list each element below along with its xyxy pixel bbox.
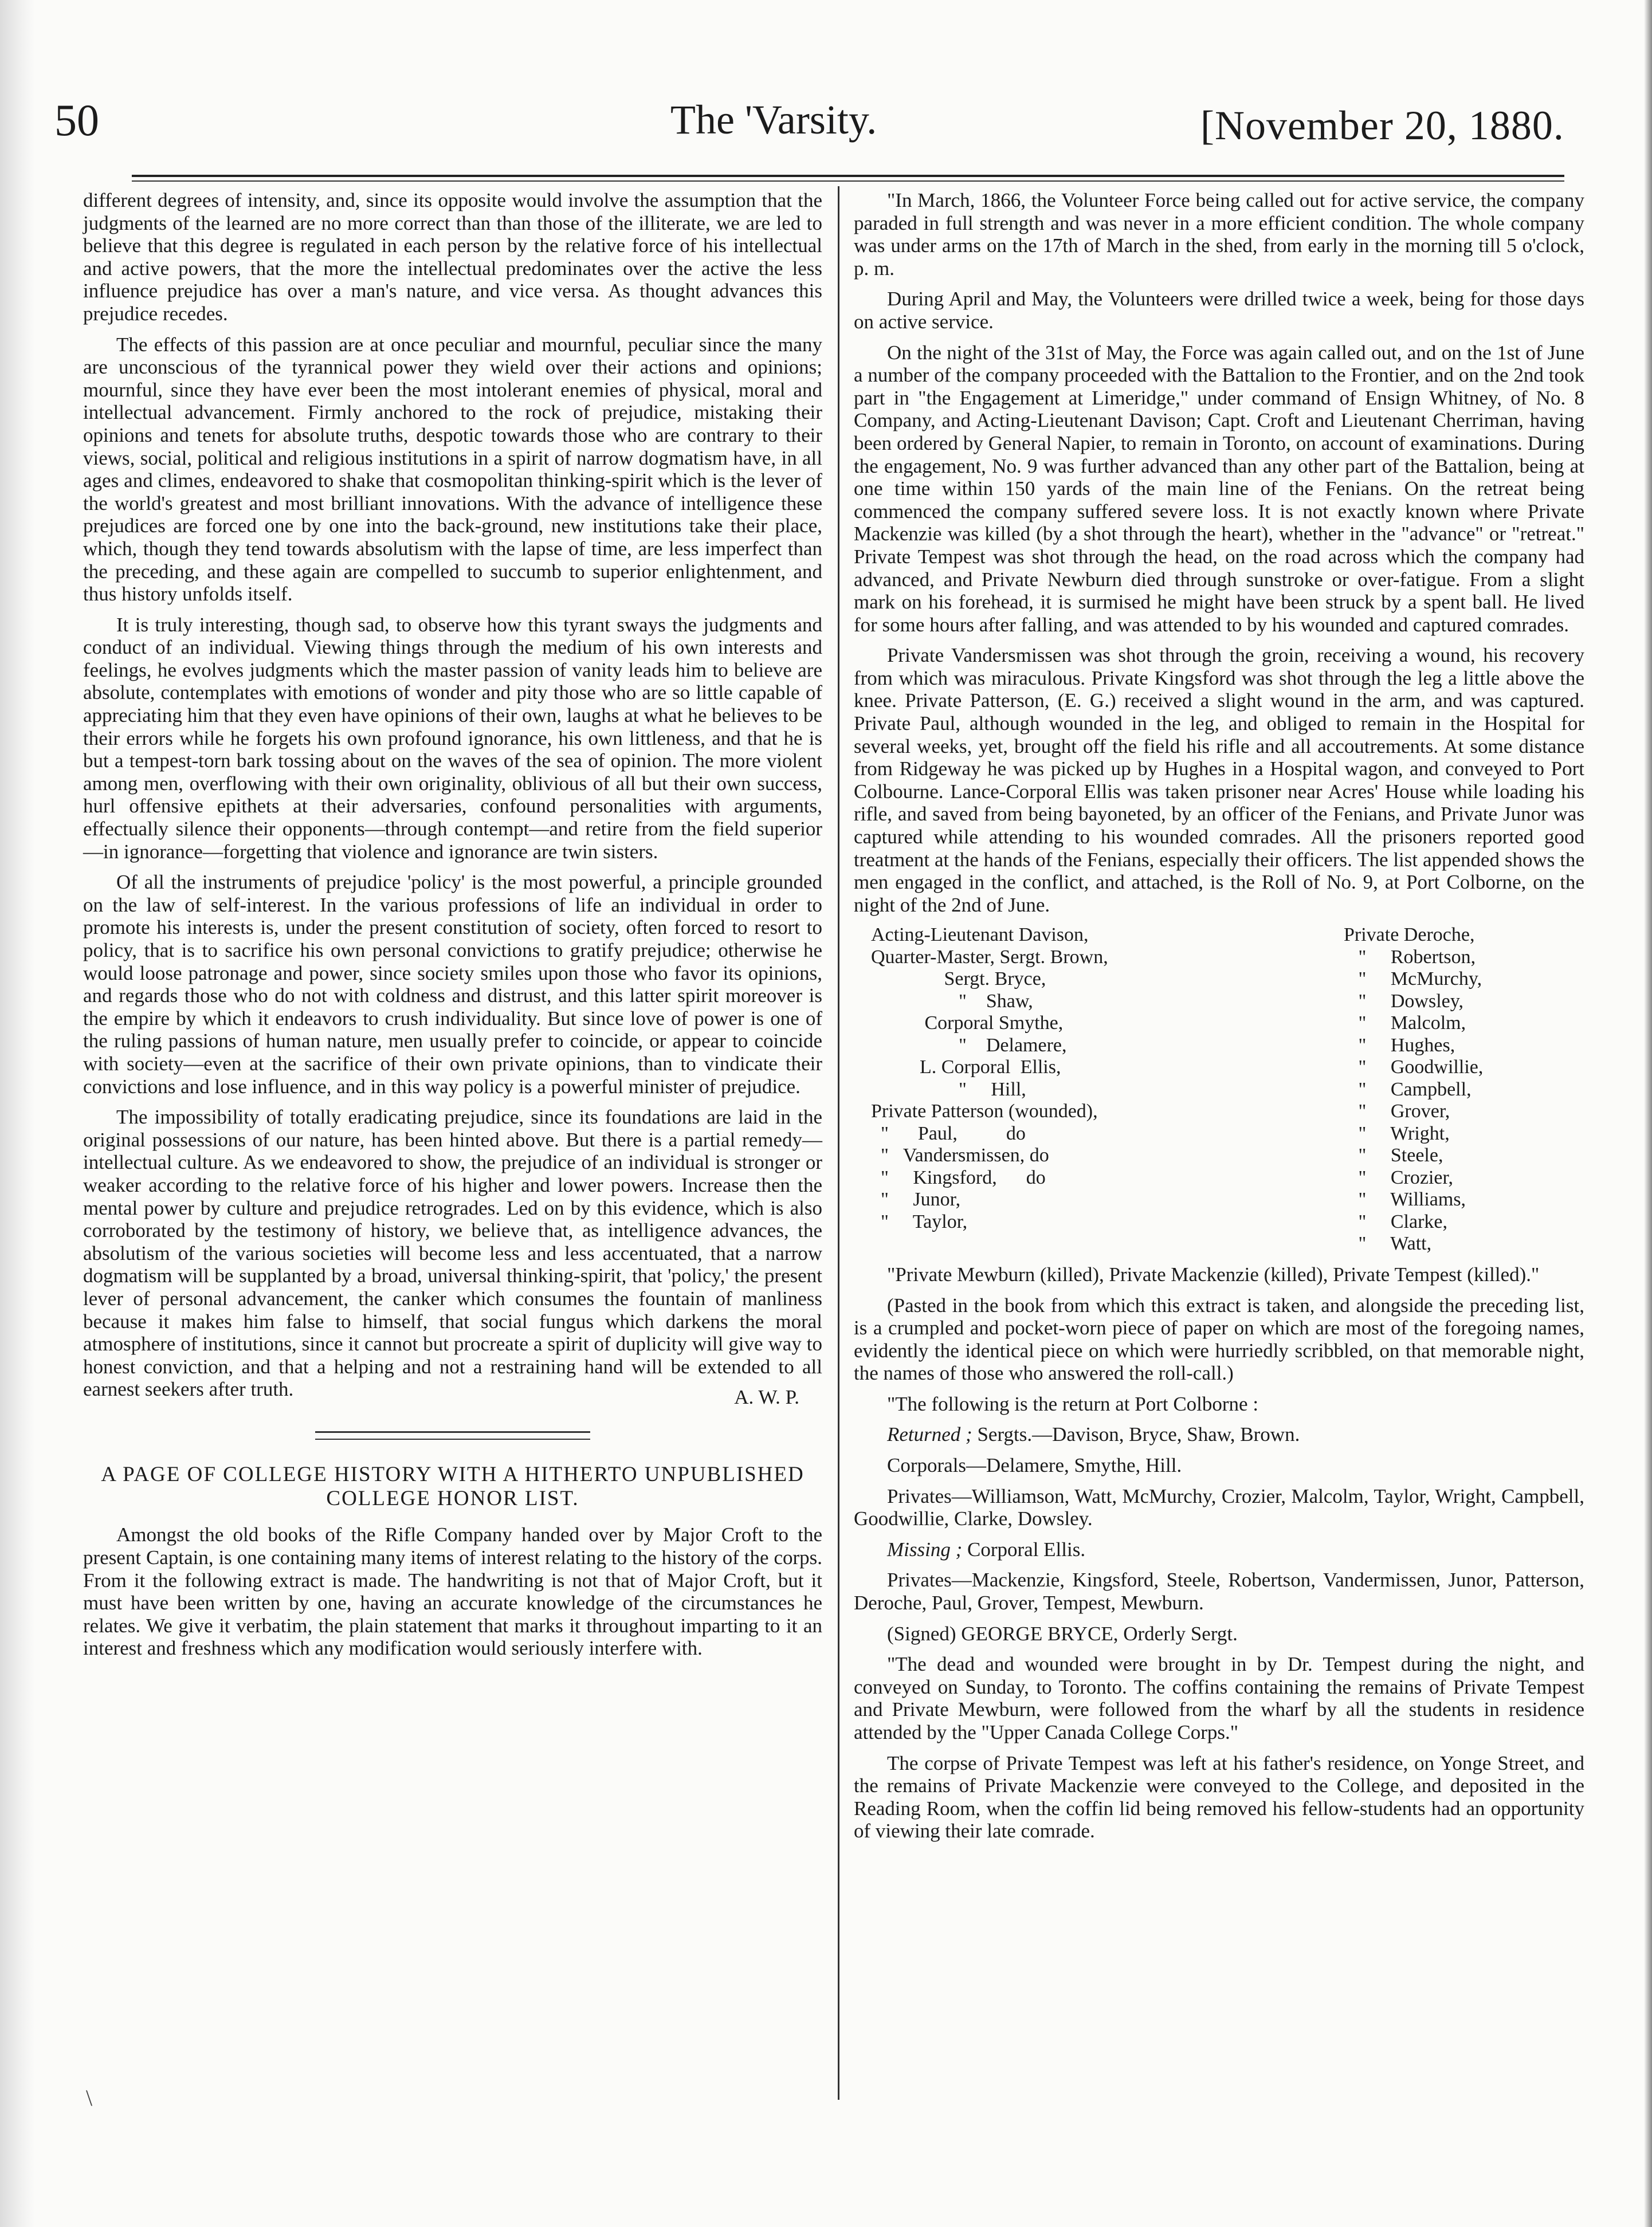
section-divider bbox=[315, 1431, 590, 1440]
killed-note: "Private Mewburn (killed), Private Mackenzie (killed), Private Tempest (killed)." bbox=[887, 1263, 1540, 1286]
article-paragraph: It is truly interesting, though sad, to observe how this tyrant sways the judgments and conduct of an individual. Viewing things through the medium of his own interests and feelings, he evolves judgments which the master passion of vanity leads him to believe are absolute, contemplates with emotions of wonder and pity those who are so little capable of appreciating him that they even have opinions of their own, laughs at what he believes to be their errors while he forgets his own profound ignorance, his own littleness, and that he is but a tempest-torn bark tossing about on the waves of the sea of opinion. The more violent among men, overflowing with their own originality, oblivious of all but their own success, hurl offensive epithets at their adversaries, confound personalities with arguments, effectually silence their opponents—through contempt—and retire from the field superior—in ignorance—forgetting that violence and ignorance are twin sisters. bbox=[83, 613, 822, 863]
history-paragraph: Private Vandersmissen was shot through the groin, receiving a wound, his recovery from which was miraculous. Private Kingsford was shot through the leg a little above the knee. Private Patterson, (E. G.) received a slight wound in the arm, and was captured. Private Paul, although wounded in the leg, and obliged to remain in the Hospital for several weeks, yet, brought off the field his rifle and all accoutrements. At some distance from Ridgeway he was picked up by Hughes in a Hospital wagon, and conveyed to Port Colbourne. Lance-Corporal Ellis was taken prisoner near Acres' House while loading his rifle, and saved from being bayoneted, by an officer of the Fenians, and Private Junor was captured while attending to his wounded comrades. All the prisoners reported good treatment at the hands of the Fenians, especially their officers. The list appended shows the men engaged in the conflict, and attached, is the Roll of No. 9, at Port Colborne, on the night of the 2nd of June. bbox=[854, 644, 1584, 916]
page-shadow-left bbox=[0, 0, 34, 2227]
roll-entry: " Hughes, bbox=[1344, 1034, 1455, 1056]
left-column bbox=[83, 189, 822, 1668]
roll-entry: " Robertson, bbox=[1344, 946, 1476, 968]
article-paragraph: Of all the instruments of prejudice 'policy' is the most powerful, a principle grounded on the law of self-interest. In the various professions of life an individual in order to promote his interests is, under the present constitution of society, often forced to resort to policy, that is to sacrifice his own personal convictions to gratify prejudice; otherwise he would loose patronage and power, since society smiles upon those who favor its opinions, and regards those who do not with coldness and distrust, and this latter spirit moreover is the empire by which it endeavors to crush individuality. But since love of power is one of the ruling passions of human nature, men usually prefer to coincide, or appear to coincide with society—even at the sacrifice of their own private opinions, than to vindicate their convictions and lose influence, and in this way policy is a powerful minister of prejudice. bbox=[83, 871, 822, 1098]
roll-entry: Corporal Smythe, bbox=[871, 1012, 1064, 1034]
missing-corporal-name: Corporal Ellis. bbox=[967, 1538, 1086, 1561]
returned-label: Returned ; bbox=[887, 1423, 972, 1446]
missing-corporal bbox=[854, 1538, 1584, 1561]
page-number: 50 bbox=[54, 95, 99, 145]
roll-entry: " Crozier, bbox=[1344, 1166, 1453, 1188]
roll-entry: " Shaw, bbox=[871, 990, 1033, 1012]
roll-entry: L. Corporal Ellis, bbox=[871, 1056, 1061, 1078]
missing-label: Missing ; bbox=[887, 1538, 963, 1561]
roll-entry: " Watt, bbox=[1344, 1233, 1432, 1255]
roll-list-right bbox=[1344, 924, 1584, 1255]
signed-line: (Signed) GEORGE BRYCE, Orderly Sergt. bbox=[887, 1622, 1238, 1645]
roll-entry: " Dowsley, bbox=[1344, 990, 1464, 1012]
article-paragraph: different degrees of intensity, and, since its opposite would involve the assumption that the judgments of the learned are no more correct than than those of the illiterate, we are led to believe that this degree is regulated in each person by the relative force of his intellectual and active powers, that the more the intellectual predominates over the active the less influence prejudice has over a man's nature, and vice versa. As thought advances this prejudice recedes. bbox=[83, 189, 822, 325]
roll-entry: " Clarke, bbox=[1344, 1211, 1448, 1232]
missing-privates: Privates—Mackenzie, Kingsford, Steele, Robertson, Vandermissen, Junor, Patterson, Deroche, Paul, Grover, Tempest, Mewburn. bbox=[854, 1569, 1584, 1615]
returned-privates: Privates—Williamson, Watt, McMurchy, Crozier, Malcolm, Taylor, Wright, Campbell, Goodwillie, Clarke, Dowsley. bbox=[854, 1484, 1584, 1530]
page-shadow-right bbox=[1644, 0, 1652, 2227]
roll-entry: " Junor, bbox=[871, 1189, 961, 1211]
roll-entry: " Campbell, bbox=[1344, 1078, 1472, 1100]
roll-entry: Sergt. Bryce, bbox=[871, 968, 1046, 990]
history-paragraph: On the night of the 31st of May, the Force was again called out, and on the 1st of June a number of the company proceeded with the Battalion to the Frontier, and on the 2nd took part in "the Engagement at Limeridge," under command of Ensign Whitney, of No. 8 Company, and Acting-Lieutenant Davison; Capt. Croft and Lieutenant Cherriman, having been ordered by General Napier, to remain in Toronto, on account of examinations. During the engagement, No. 9 was further advanced than any other part of the Battalion, being at one time within 150 yards of the main line of the Fenians. On the retreat being commenced the company suffered severe loss. It is not exactly known where Private Mackenzie was killed (by a shot through the heart), whether in the "advance" or "retreat." Private Tempest was shot through the head, on the road across which the company had advanced, and Private Newburn died through sunstroke or over-fatigue. From a slight mark on his forehead, it is surmised he might have been struck by a spent ball. He lived for some hours after falling, and was attended to by his wounded and captured comrades. bbox=[854, 341, 1584, 636]
returned-sergeants bbox=[854, 1423, 1584, 1446]
right-column bbox=[854, 189, 1584, 1851]
roll-entry: " McMurchy, bbox=[1344, 968, 1482, 990]
roll-entry: " Delamere, bbox=[871, 1034, 1067, 1056]
pasted-note: (Pasted in the book from which this extract is taken, and alongside the preceding list, is a crumpled and pocket-worn piece of paper on which are most of the foregoing names, evidently the identical piece on which were hurriedly scribbled, on that memorable night, the names of those who answered the roll-call.) bbox=[854, 1294, 1584, 1385]
roll-entry: " Malcolm, bbox=[1344, 1012, 1466, 1034]
returned-sergeants-list: Sergts.—Davison, Bryce, Shaw, Brown. bbox=[977, 1423, 1300, 1446]
roll-entry: " Hill, bbox=[871, 1078, 1026, 1100]
roll-entry: " Wright, bbox=[1344, 1122, 1450, 1144]
roll-entry: Private Patterson (wounded), bbox=[871, 1101, 1098, 1122]
roll-entry: " Taylor, bbox=[871, 1211, 968, 1232]
header-rule-thin bbox=[132, 180, 1564, 182]
roll-entry: " Grover, bbox=[1344, 1101, 1450, 1122]
roll-list-left bbox=[854, 924, 1295, 1255]
margin-mark: \ bbox=[86, 2085, 93, 2111]
masthead: The 'Varsity. bbox=[670, 97, 877, 143]
author-signature: A. W. P. bbox=[734, 1385, 799, 1408]
return-intro: "The following is the return at Port Colborne : bbox=[887, 1392, 1259, 1415]
roll-entry: " Goodwillie, bbox=[1344, 1056, 1484, 1078]
article-paragraph: The impossibility of totally eradicating prejudice, since its foundations are laid in the original possessions of our nature, has been hinted above. But there is a partial remedy—intellectual culture. As we endeavored to show, the prejudice of an individual is stronger or weaker according to the relative force of his higher and lower powers. Increase then the mental power by culture and prejudice retrogrades. Led on by this evidence, which is also corroborated by the testimony of history, we believe that, as intelligence advances, the absolutism of the various societies will become less and less accentuated, that a narrow dogmatism will be supplanted by a broad, universal thinking-spirit, that 'policy,' the present lever of personal advancement, the canker which consumes the fountain of manliness because it makes him false to himself, that social fungus which darkens the moral atmosphere of institutions, since it cannot but procreate a spirit of duplicity will give way to honest conviction, and that a helping and not a restraining hand will be extended to all earnest seekers after truth. bbox=[83, 1106, 822, 1401]
closing-paragraph: "The dead and wounded were brought in by Dr. Tempest during the night, and conveyed on Sunday, to Toronto. The coffins containing the remains of Private Tempest and Private Mewburn, were followed from the wharf by all the students in residence attended by the "Upper Canada College Corps." bbox=[854, 1653, 1584, 1743]
roll-entry: Private Deroche, bbox=[1344, 924, 1475, 946]
section-title: A PAGE OF COLLEGE HISTORY WITH A HITHERTO UNPUBLISHED COLLEGE HONOR LIST. bbox=[101, 1463, 805, 1511]
header-rule bbox=[132, 175, 1564, 177]
roll-entry: " Williams, bbox=[1344, 1189, 1466, 1211]
intro-paragraph: Amongst the old books of the Rifle Company handed over by Major Croft to the present Captain, is one containing many items of interest relating to the history of the corps. From it the following extract is made. The handwriting is not that of Major Croft, but it must have been written by one, having an accurate knowledge of the circumstances he relates. We give it verbatim, the plain statement that marks it throughout imparting to it an interest and freshness which any modification would seriously interfere with. bbox=[83, 1523, 822, 1660]
roll-list bbox=[854, 924, 1584, 1255]
roll-entry: " Kingsford, do bbox=[871, 1166, 1046, 1188]
column-divider bbox=[838, 186, 839, 2100]
history-paragraph: During April and May, the Volunteers were drilled twice a week, being for those days on active service. bbox=[854, 288, 1584, 333]
roll-entry: " Steele, bbox=[1344, 1145, 1443, 1166]
returned-corporals: Corporals—Delamere, Smythe, Hill. bbox=[887, 1454, 1182, 1477]
article-paragraph: The effects of this passion are at once peculiar and mournful, peculiar since the many are unconscious of the tyrannical power they wield over their actions and opinions; mournful, since they have ever been the most intolerant enemies of physical, moral and intellectual advancement. Firmly anchored to the rock of prejudice, mistaking their opinions and tenets for absolute truths, despotic towards those who are contrary to their views, social, political and religious institutions in a spirit of narrow dogmatism have, in all ages and climes, endeavored to shake that cosmopolitan thinking-spirit which is the lever of the world's greatest and most brilliant innovations. With the advance of intelligence these prejudices are forced one by one into the back-ground, new institutions take their place, which, though they tend towards absolutism with the lapse of time, are less imperfect than the preceding, and these again are compelled to succumb to superior enlightenment, and thus history unfolds itself. bbox=[83, 333, 822, 606]
roll-entry: " Vandersmissen, do bbox=[871, 1145, 1049, 1166]
roll-entry: Quarter-Master, Sergt. Brown, bbox=[871, 946, 1108, 968]
closing-paragraph: The corpse of Private Tempest was left at his father's residence, on Yonge Street, and the remains of Private Mackenzie were conveyed to the College, and deposited in the Reading Room, when the coffin lid being removed his fellow-students had an opportunity of viewing their late comrade. bbox=[854, 1751, 1584, 1843]
roll-entry: " Paul, do bbox=[871, 1122, 1026, 1144]
issue-date: [November 20, 1880. bbox=[1200, 103, 1564, 148]
history-paragraph: "In March, 1866, the Volunteer Force being called out for active service, the company paraded in full strength and was never in a more efficient condition. The whole company was under arms on the 17th of March in the shed, from early in the morning till 5 o'clock, p. m. bbox=[854, 189, 1584, 280]
roll-entry: Acting-Lieutenant Davison, bbox=[871, 924, 1089, 946]
